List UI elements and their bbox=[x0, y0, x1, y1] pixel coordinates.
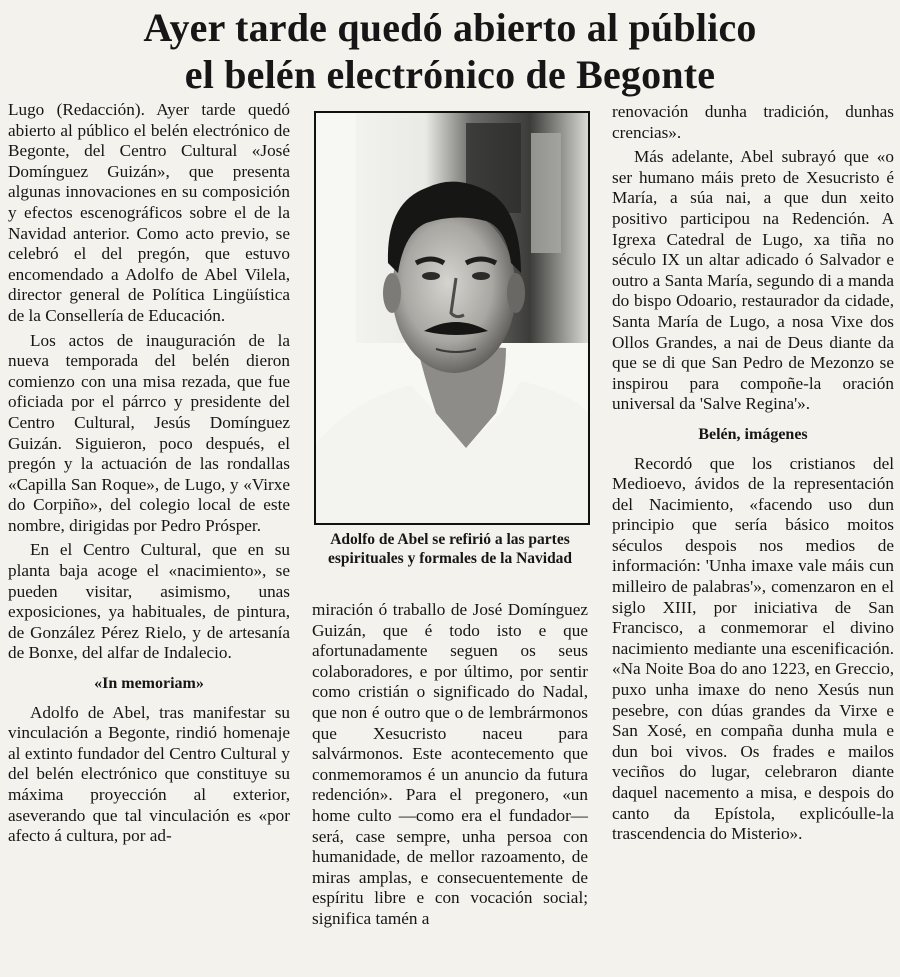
paragraph-tradition-continued: renovación dunha tradición, dunhas crencias». bbox=[612, 102, 894, 142]
paragraph-maria: Más adelante, Abel subrayó que «o ser humano máis preto de Xesucristo é María, a súa nai, a que dun xeito positivo participou na Redención. A Igrexa Catedral de Lugo, xa tiña no século IX un altar adicado ó Salvador e outro a Santa María, segundo di a manda do bispo Odoario, restaurador da cidade, Santa María de Lugo, a nosa Vixe dos Ollos Grandes, a nai de Deus diante da que se di que San Pedro de Mezonzo se inspirou para compoñe-la oración universal da 'Salve Regina'». bbox=[612, 147, 894, 414]
paragraph-exhibitions: En el Centro Cultural, que en su planta baja acoge el «nacimiento», se pueden visitar, asimismo, unas exposiciones, ya habituales, de pintura, de González Pérez Rielo, y de artesanía de Bonxe, del alfar de Indalecio. bbox=[8, 540, 290, 663]
portrait-image bbox=[316, 113, 588, 523]
subhead-in-memoriam: «In memoriam» bbox=[94, 675, 204, 693]
paragraph-inauguration: Los actos de inauguración de la nueva temporada del belén dieron comienzo con una misa rezada, que fue oficiada por el párrco y presidente del Centro Cultural, Jesús Domínguez Guizán. Siguieron, poco después, el pregón y la actuación de las rondallas «Capilla San Roque», de Lugo, y «Virxe do Corpiño», del colegio local de este nombre, dirigidas por Pedro Prósper. bbox=[8, 330, 290, 535]
article-column-right bbox=[612, 102, 894, 849]
subhead-belen-imagenes: Belén, imágenes bbox=[698, 425, 808, 443]
headline-line-2: el belén electrónico de Begonte bbox=[184, 52, 716, 97]
portrait-photo bbox=[314, 111, 590, 525]
article-column-middle bbox=[312, 600, 588, 934]
headline-line-1: Ayer tarde quedó abierto al público bbox=[143, 5, 757, 50]
paragraph-tribute-continued: miración ó traballo de José Domínguez Guizán, que é todo isto e que afortunadamente seguen os seus colaboradores, e por último, por sentir como cristián o significado do Nadal, que non é outro que o de lembrármonos que Xesucristo naceu para salvármonos. Este acontecemento que conmemoramos é un anuncio da futura redención». Para el pregonero, «un home culto —como era el fundador— será, case sempre, unha persoa con humanidade, de mellor razoamento, de miras amplas, e consecuentemente de espíritu libre e con vocación social; significa tamén a bbox=[312, 600, 588, 928]
photo-caption: Adolfo de Abel se refirió a las partes espirituales y formales de la Navidad bbox=[327, 531, 573, 567]
headline bbox=[0, 4, 900, 98]
paragraph-medioevo: Recordó que los cristianos del Medioevo, ávidos de la representación del Nacimiento, «facendo uso dun principio que sería básico moitos séculos despois nos medios de información: 'Unha imaxe vale máis cun milleiro de palabras'», comenzaron en el siglo XIII, por iniciativa de San Francisco, a conmemorar el divino nacimiento mediante una escenificación. «Na Noite Boa do ano 1223, en Greccio, puxo unha imaxe do neno Xesús nun pesebre, con dúas grandes da Virxe e San Xosé, en compaña dunha mula e dun boi vivos. Os frades e mailos veciños do lugar, celebraron diante daquel nacemento a misa, e despois do canto da Epístola, explicóulle-la trascendencia do Misterio». bbox=[612, 453, 894, 844]
paragraph-intro: Lugo (Redacción). Ayer tarde quedó abierto al público el belén electrónico de Begonte, del Centro Cultural «José Domínguez Guizán», que presenta algunas innovaciones en su composición y efectos escenográficos sobre el de la Navidad anterior. Como acto previo, se celebró el del pregón, que estuvo encomendado a Adolfo de Abel Vilela, director general de Política Lingüística de la Consellería de Educación. bbox=[8, 100, 290, 325]
article-column-left bbox=[8, 100, 290, 851]
paragraph-tribute: Adolfo de Abel, tras manifestar su vinculación a Begonte, rindió homenaje al extinto fundador del Centro Cultural y del belén electrónico que constituye su máxima proyección al exterior, aseverando que tal vinculación es «por afecto á cultura, por ad- bbox=[8, 702, 290, 846]
